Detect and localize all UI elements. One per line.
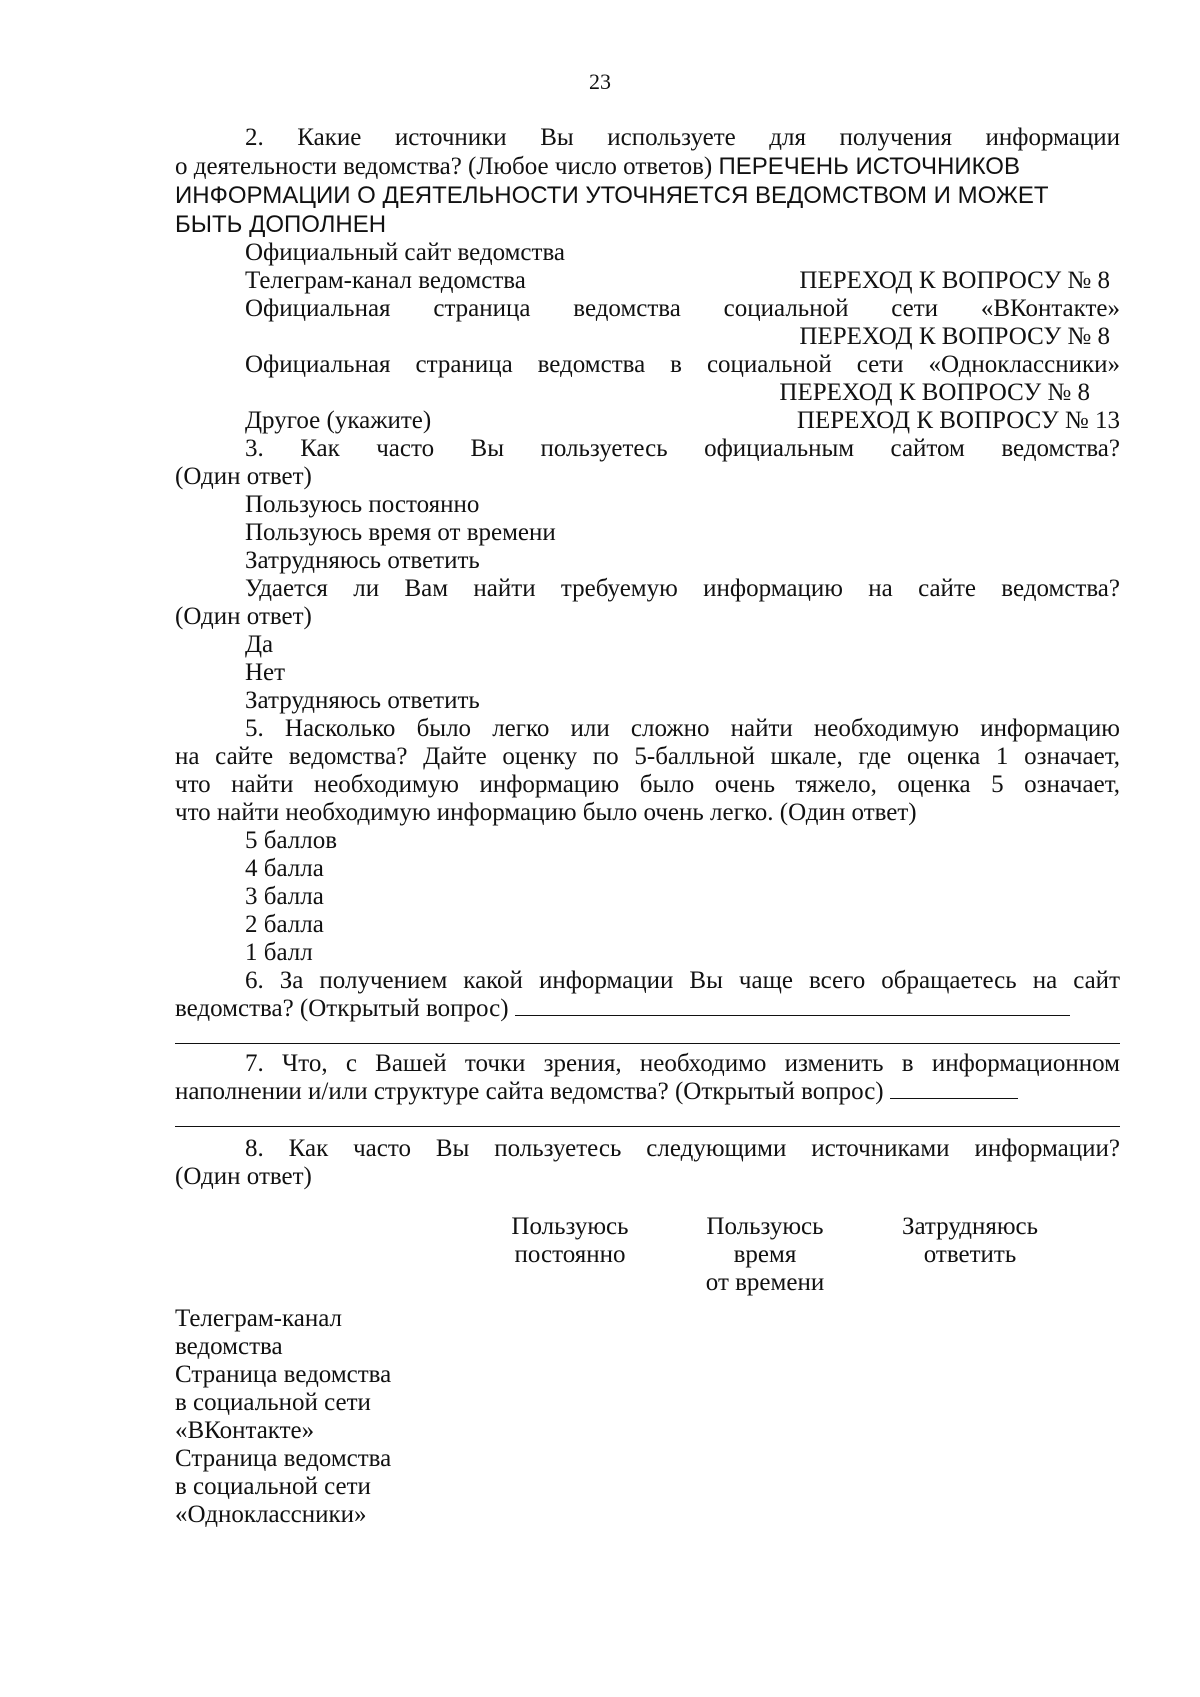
q3-line-1: 3. Как часто Вы пользуетесь официальным сайтом ведомства?	[245, 435, 1120, 462]
q7-line-2	[175, 1078, 1120, 1106]
q8-line-1: 8. Как часто Вы пользуетесь следующими источниками информации?	[245, 1135, 1120, 1162]
q2-option-telegram: Телеграм-канал ведомства	[245, 267, 526, 294]
q2-option-ok: Официальная страница ведомства в социальной сети «Одноклассники»	[245, 351, 1120, 378]
q7-line-2-text: наполнении и/или структуре сайта ведомства? (Открытый вопрос)	[175, 1078, 884, 1105]
q8-column-unsure-line-2: ответить	[923, 1241, 1017, 1268]
q3-option-2: Пользуюсь время от времени	[245, 519, 556, 546]
q8-column-always	[490, 1213, 650, 1269]
q6-answer-line-2[interactable]	[175, 1025, 1120, 1044]
q5-option-3: 3 балла	[245, 883, 324, 910]
question-8	[175, 1135, 1120, 1553]
question-6	[175, 967, 1120, 1044]
q5-option-2: 2 балла	[245, 911, 324, 938]
q2-option-vk: Официальная страница ведомства социальной сети «ВКонтакте»	[245, 295, 1120, 322]
question-4	[175, 575, 1120, 715]
q2-caps-note-3: БЫТЬ ДОПОЛНЕН	[175, 211, 387, 238]
q5-line-4: что найти необходимую информацию было очень легко. (Один ответ)	[175, 799, 917, 826]
q2-line-1: 2. Какие источники Вы используете для получения информации	[245, 124, 1120, 151]
q8-row-labels	[175, 1305, 435, 1529]
q8-column-sometimes-line-1: Пользуюсь	[706, 1213, 824, 1240]
q6-line-2-text: ведомства? (Открытый вопрос)	[175, 995, 509, 1022]
q2-jump-other: ПЕРЕХОД К ВОПРОСУ № 13	[796, 407, 1120, 434]
q8-frequency-table	[175, 1213, 1120, 1553]
q5-line-3: что найти необходимую информацию было очень тяжело, оценка 5 означает,	[175, 771, 1120, 798]
q8-row-vk-3: «ВКонтакте»	[175, 1417, 315, 1444]
q3-option-3: Затрудняюсь ответить	[245, 547, 480, 574]
q8-row-ok-2: в социальной сети	[175, 1473, 371, 1500]
q8-row-telegram-2: ведомства	[175, 1333, 283, 1360]
q8-column-unsure	[885, 1213, 1055, 1269]
q2-jump-telegram: ПЕРЕХОД К ВОПРОСУ № 8	[799, 267, 1110, 294]
q2-jump-ok: ПЕРЕХОД К ВОПРОСУ № 8	[779, 379, 1090, 406]
q4-option-3: Затрудняюсь ответить	[245, 687, 480, 714]
page-number: 23	[589, 69, 611, 94]
q2-line-2	[175, 152, 1120, 181]
q5-line-2: на сайте ведомства? Дайте оценку по 5-балльной шкале, где оценка 1 означает,	[175, 743, 1120, 770]
q6-line-1: 6. За получением какой информации Вы чаще всего обращаетесь на сайт	[245, 967, 1120, 994]
q5-line-1: 5. Насколько было легко или сложно найти необходимую информацию	[245, 715, 1120, 742]
q2-option-other: Другое (укажите)	[245, 407, 432, 434]
q6-line-2	[175, 995, 1120, 1023]
q8-line-2: (Один ответ)	[175, 1163, 312, 1190]
q8-row-vk-1: Страница ведомства	[175, 1361, 392, 1388]
q4-option-1: Да	[245, 631, 274, 658]
q4-option-2: Нет	[245, 659, 286, 686]
question-5	[175, 715, 1120, 967]
q2-line-2-text: о деятельности ведомства? (Любое число ответов)	[175, 153, 713, 180]
q8-column-always-line-2: постоянно	[514, 1241, 626, 1268]
question-2	[175, 124, 1120, 435]
q7-answer-line-2[interactable]	[175, 1108, 1120, 1127]
q8-column-unsure-line-1: Затрудняюсь	[901, 1213, 1039, 1240]
q8-row-ok-3: «Одноклассники»	[175, 1501, 367, 1528]
q7-line-1: 7. Что, с Вашей точки зрения, необходимо изменить в информационном	[245, 1050, 1120, 1077]
q5-option-1: 1 балл	[245, 939, 313, 966]
q2-jump-vk: ПЕРЕХОД К ВОПРОСУ № 8	[799, 323, 1110, 350]
q8-row-telegram-1: Телеграм-канал	[175, 1305, 343, 1332]
q7-answer-line-1[interactable]	[890, 1098, 1018, 1099]
q8-column-sometimes-line-3: от времени	[705, 1269, 825, 1296]
q4-line-2: (Один ответ)	[175, 603, 312, 630]
q8-column-always-line-1: Пользуюсь	[511, 1213, 629, 1240]
q2-option-telegram-row	[175, 267, 1120, 295]
q2-caps-note-2: ИНФОРМАЦИИ О ДЕЯТЕЛЬНОСТИ УТОЧНЯЕТСЯ ВЕДОМСТВОМ И МОЖЕТ	[175, 182, 1049, 209]
q3-option-1: Пользуюсь постоянно	[245, 491, 480, 518]
q5-option-4: 4 балла	[245, 855, 324, 882]
q2-option-site: Официальный сайт ведомства	[245, 239, 566, 266]
q2-caps-note-1: ПЕРЕЧЕНЬ ИСТОЧНИКОВ	[718, 153, 1020, 180]
q3-line-2: (Один ответ)	[175, 463, 312, 490]
q8-row-vk-2: в социальной сети	[175, 1389, 371, 1416]
q8-row-ok-1: Страница ведомства	[175, 1445, 392, 1472]
question-3	[175, 435, 1120, 575]
question-7	[175, 1050, 1120, 1127]
document-body	[175, 124, 1120, 1553]
q8-column-sometimes	[685, 1213, 845, 1297]
q5-option-5: 5 баллов	[245, 827, 338, 854]
q6-answer-line-1[interactable]	[515, 1015, 1070, 1016]
q8-column-sometimes-line-2: время	[733, 1241, 797, 1268]
q2-option-other-row	[175, 407, 1120, 435]
q4-line-1: Удается ли Вам найти требуемую информацию на сайте ведомства?	[245, 575, 1120, 602]
